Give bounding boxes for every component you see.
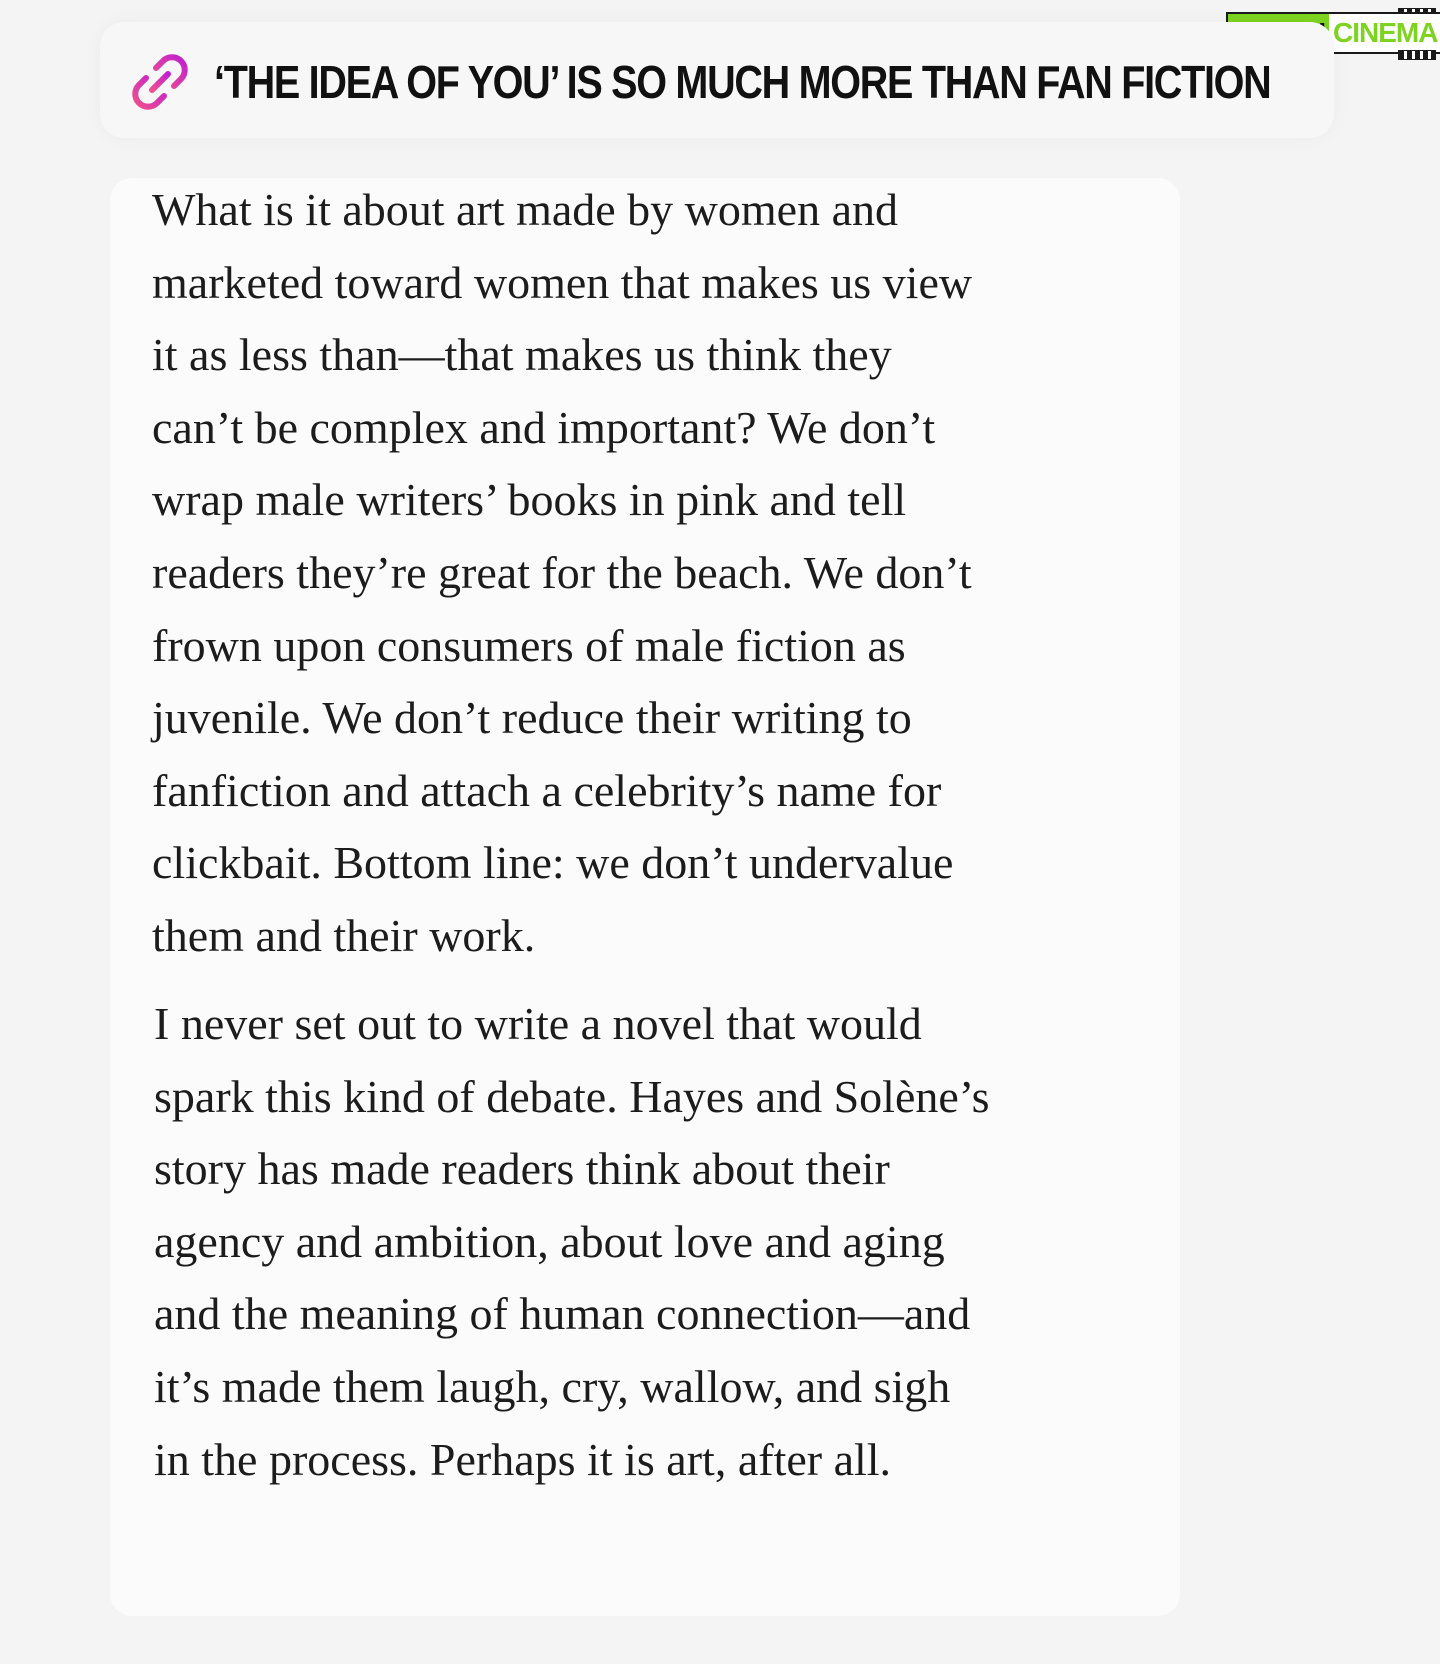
text-line: clickbait. Bottom line: we don’t undervalue <box>152 837 954 889</box>
text-line: in the process. Perhaps it is art, after all. <box>154 1433 892 1485</box>
link-icon <box>130 52 190 112</box>
headline-title: ‘THE IDEA OF YOU’ IS SO MUCH MORE THAN FAN FICTION <box>214 56 1271 108</box>
text-line: spark this kind of debate. Hayes and Solène’s <box>154 1070 990 1122</box>
text-line: I never set out to write a novel that would <box>154 998 922 1049</box>
text-line: What is it about art made by women and <box>152 184 899 235</box>
text-line: it’s made them laugh, cry, wallow, and sigh <box>154 1360 951 1412</box>
text-line: marketed toward women that makes us view <box>152 256 973 308</box>
link-sticker-content[interactable] <box>130 52 1440 112</box>
text-line: and the meaning of human connection—and <box>154 1288 971 1340</box>
text-line: frown upon consumers of male fiction as <box>152 619 906 671</box>
text-line: story has made readers think about their <box>154 1143 890 1195</box>
text-line: agency and ambition, about love and aging <box>154 1215 945 1267</box>
text-line: it as less than—that makes us think they <box>152 329 892 381</box>
text-line: readers they’re great for the beach. We don’t <box>152 546 972 598</box>
text-line: wrap male writers’ books in pink and tell <box>152 474 907 526</box>
text-line: them and their work. <box>152 909 536 961</box>
text-line: fanfiction and attach a celebrity’s name for <box>152 764 942 816</box>
watermark-right-text: CINEMA <box>1329 14 1440 52</box>
article-paragraph-2 <box>154 988 989 1496</box>
article-paragraph-1 <box>152 174 972 973</box>
text-line: juvenile. We don’t reduce their writing to <box>152 692 912 744</box>
text-line: can’t be complex and important? We don’t <box>152 401 936 453</box>
